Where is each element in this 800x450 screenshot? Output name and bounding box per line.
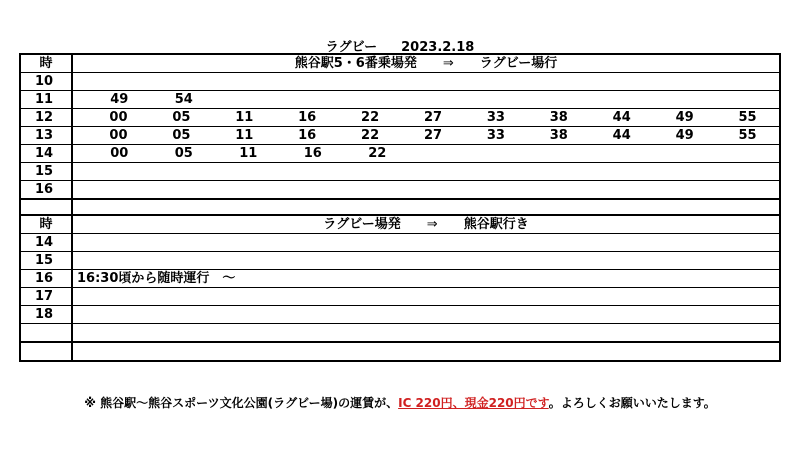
service-note: [73, 307, 77, 322]
section1-hour-header: 時: [20, 54, 72, 73]
hour-cell: 17: [20, 288, 72, 306]
section2-route-to: 熊谷駅行き: [463, 217, 529, 232]
hour-cell: 16: [20, 181, 72, 200]
departure-time: 38: [549, 128, 568, 143]
hour-cell: 16: [20, 270, 72, 288]
departure-times-cell: [72, 145, 780, 163]
departure-time: 16: [298, 128, 317, 143]
section1-route-title: [72, 54, 780, 73]
timetable-row: [20, 109, 780, 127]
timetable-row: [20, 288, 780, 306]
title-date: 2023.2.18: [401, 40, 475, 55]
timetable-row: [20, 252, 780, 270]
departure-times: [73, 91, 779, 108]
departure-time: 16: [298, 110, 317, 125]
departure-time: 22: [368, 146, 387, 161]
departure-time: 27: [423, 110, 443, 125]
note-cell: [72, 270, 780, 288]
departure-time: 49: [110, 92, 129, 107]
section-separator: [20, 199, 780, 215]
fare-note-highlight: IC 220円、現金220円です: [398, 396, 549, 410]
departure-time: 44: [612, 128, 631, 143]
timetable-row: [20, 234, 780, 252]
departure-time: 00: [109, 128, 128, 143]
departure-time: 33: [486, 128, 505, 143]
timetable: [19, 53, 781, 362]
departure-time: 27: [423, 128, 443, 143]
timetable-row: [20, 73, 780, 91]
hour-cell: 18: [20, 306, 72, 324]
departure-time: 11: [235, 110, 254, 125]
timetable-row: [20, 270, 780, 288]
departure-times-cell: [72, 127, 780, 145]
note-cell: [72, 252, 780, 270]
section2-hour-header: 時: [20, 215, 72, 234]
service-note: [73, 289, 77, 304]
departure-time: 49: [675, 128, 694, 143]
departure-times-cell: [72, 91, 780, 109]
note-cell: [72, 288, 780, 306]
fare-note-prefix: ※ 熊谷駅～熊谷スポーツ文化公園(ラグビー場)の運賃が、: [84, 396, 399, 410]
departure-time: 55: [738, 128, 757, 143]
separator-cell: [20, 199, 72, 215]
departure-time: 54: [174, 92, 193, 107]
hour-cell: 14: [20, 234, 72, 252]
section1-route-to: ラグビー場行: [479, 56, 558, 71]
timetable-row: [20, 342, 780, 361]
hour-cell: [20, 324, 72, 343]
note-cell: [72, 234, 780, 252]
departure-time: 38: [549, 110, 568, 125]
timetable-row: [20, 181, 780, 200]
departure-times-cell: [72, 181, 780, 200]
departure-time: 55: [738, 110, 757, 125]
departure-time: 49: [675, 110, 694, 125]
fare-note: [0, 394, 800, 411]
section2-route-from: ラグビー場発: [323, 217, 401, 232]
departure-time: 11: [239, 146, 258, 161]
hour-cell: 13: [20, 127, 72, 145]
departure-time: 33: [486, 110, 505, 125]
service-note: [73, 344, 77, 359]
departure-times-cell: [72, 73, 780, 91]
departure-times-cell: [72, 163, 780, 181]
departure-time: 11: [235, 128, 254, 143]
departure-time: 00: [110, 146, 129, 161]
timetable-row: [20, 324, 780, 343]
hour-cell: 11: [20, 91, 72, 109]
departure-time: 05: [174, 146, 193, 161]
hour-cell: 12: [20, 109, 72, 127]
section2-route-title: [72, 215, 780, 234]
departure-times: [73, 127, 779, 144]
section1-route-from: 熊谷駅5・6番乗場発: [294, 56, 417, 71]
departure-time: 00: [109, 110, 128, 125]
service-note: [73, 235, 77, 250]
departure-time: 16: [303, 146, 322, 161]
fare-note-suffix: 。よろしくお願いいたします。: [548, 396, 716, 410]
departure-time: 22: [361, 110, 380, 125]
timetable-row: [20, 306, 780, 324]
hour-cell: 15: [20, 163, 72, 181]
timetable-row: [20, 163, 780, 181]
departure-time: 05: [172, 110, 191, 125]
hour-cell: 14: [20, 145, 72, 163]
departure-time: 05: [172, 128, 191, 143]
timetable-row: [20, 127, 780, 145]
separator-cell: [72, 199, 780, 215]
arrow-icon: ⇒: [442, 56, 454, 71]
departure-time: 22: [361, 128, 380, 143]
arrow-icon: ⇒: [426, 217, 438, 232]
departure-times: [73, 109, 779, 126]
note-cell: [72, 342, 780, 361]
departure-times: [73, 145, 779, 162]
timetable-row: [20, 145, 780, 163]
section2-header-row: [20, 215, 780, 234]
hour-cell: [20, 342, 72, 361]
title-name: ラグビー: [325, 40, 378, 55]
note-cell: [72, 306, 780, 324]
note-cell: [72, 324, 780, 343]
timetable-row: [20, 91, 780, 109]
departure-times-cell: [72, 109, 780, 127]
service-note: [73, 253, 77, 268]
service-note: [73, 325, 77, 340]
section1-header-row: [20, 54, 780, 73]
hour-cell: 10: [20, 73, 72, 91]
departure-time: 44: [612, 110, 631, 125]
hour-cell: 15: [20, 252, 72, 270]
service-note: 16:30頃から随時運行 ～: [77, 271, 236, 286]
